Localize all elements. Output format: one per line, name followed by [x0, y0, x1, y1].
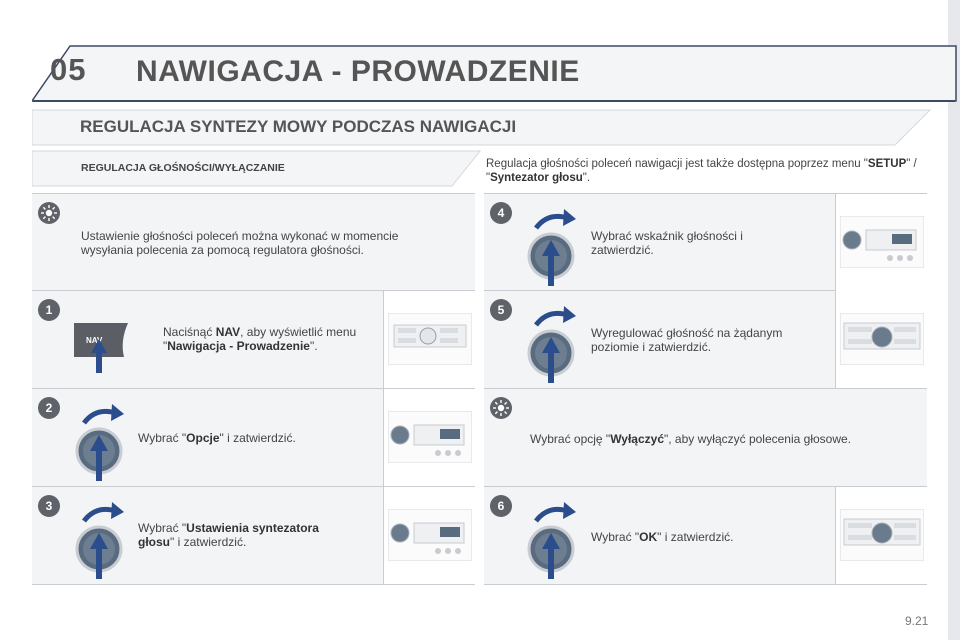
- rotary-knob-icon[interactable]: [72, 499, 132, 586]
- radio-panel-image: [835, 194, 927, 291]
- sun-icon: [490, 397, 512, 419]
- radio-panel-image: [383, 291, 475, 388]
- page-number: 9.21: [905, 614, 929, 628]
- rotary-knob-icon[interactable]: [524, 499, 584, 586]
- step-badge: 3: [38, 495, 60, 517]
- info-step-volume: [32, 193, 475, 291]
- radio-panel-image: [835, 487, 927, 584]
- step-2: [32, 389, 475, 487]
- step-1: [32, 291, 475, 389]
- radio-panel-image: [383, 487, 475, 584]
- step-1-text: Naciśnąć NAV, aby wyświetlić menu "Nawigacja - Prowadzenie".: [163, 325, 357, 353]
- chapter-title: NAWIGACJA - PROWADZENIE: [136, 55, 580, 88]
- step-badge: 5: [490, 299, 512, 321]
- subsection-title: REGULACJA GŁOŚNOŚCI/WYŁĄCZANIE: [81, 162, 285, 174]
- step-badge: 6: [490, 495, 512, 517]
- nav-button-label: NAV: [86, 336, 103, 345]
- step-3: [32, 487, 475, 585]
- step-badge: 4: [490, 202, 512, 224]
- radio-panel-image: [835, 291, 927, 388]
- step-5-text: Wyregulować głośność na żądanym poziomie i zatwierdzić.: [591, 326, 783, 354]
- chapter-number: 05: [50, 52, 87, 87]
- right-step-column: [484, 193, 927, 585]
- left-step-column: [32, 193, 475, 585]
- rotary-knob-icon[interactable]: [72, 401, 132, 488]
- disable-step-text: Wybrać opcję "Wyłączyć", aby wyłączyć polecenia głosowe.: [530, 432, 852, 446]
- step-5: [484, 291, 927, 389]
- info-step-disable: [484, 389, 927, 487]
- step-6: [484, 487, 927, 585]
- step-4: [484, 193, 927, 291]
- step-4-text: Wybrać wskaźnik głośności i zatwierdzić.: [591, 229, 743, 257]
- rotary-knob-icon[interactable]: [524, 303, 584, 390]
- sun-icon: [38, 202, 60, 224]
- intro-text: Regulacja głośności poleceń nawigacji jest także dostępna poprzez menu "SETUP" / "Syntezator głosu".: [486, 158, 917, 184]
- step-badge: 1: [38, 299, 60, 321]
- nav-button[interactable]: [72, 321, 132, 381]
- rotary-knob-icon[interactable]: [524, 206, 584, 293]
- step-2-text: Wybrać "Opcje" i zatwierdzić.: [138, 431, 296, 445]
- radio-panel-image: [383, 389, 475, 486]
- info-step-text: Ustawienie głośności poleceń można wykonać w momencie wysyłania polecenia za pomocą regulatora głośności.: [81, 229, 399, 257]
- step-badge: 2: [38, 397, 60, 419]
- step-6-text: Wybrać "OK" i zatwierdzić.: [591, 530, 734, 544]
- step-3-text: Wybrać "Ustawienia syntezatora głosu" i zatwierdzić.: [138, 521, 319, 549]
- section-title: REGULACJA SYNTEZY MOWY PODCZAS NAWIGACJI: [80, 117, 517, 136]
